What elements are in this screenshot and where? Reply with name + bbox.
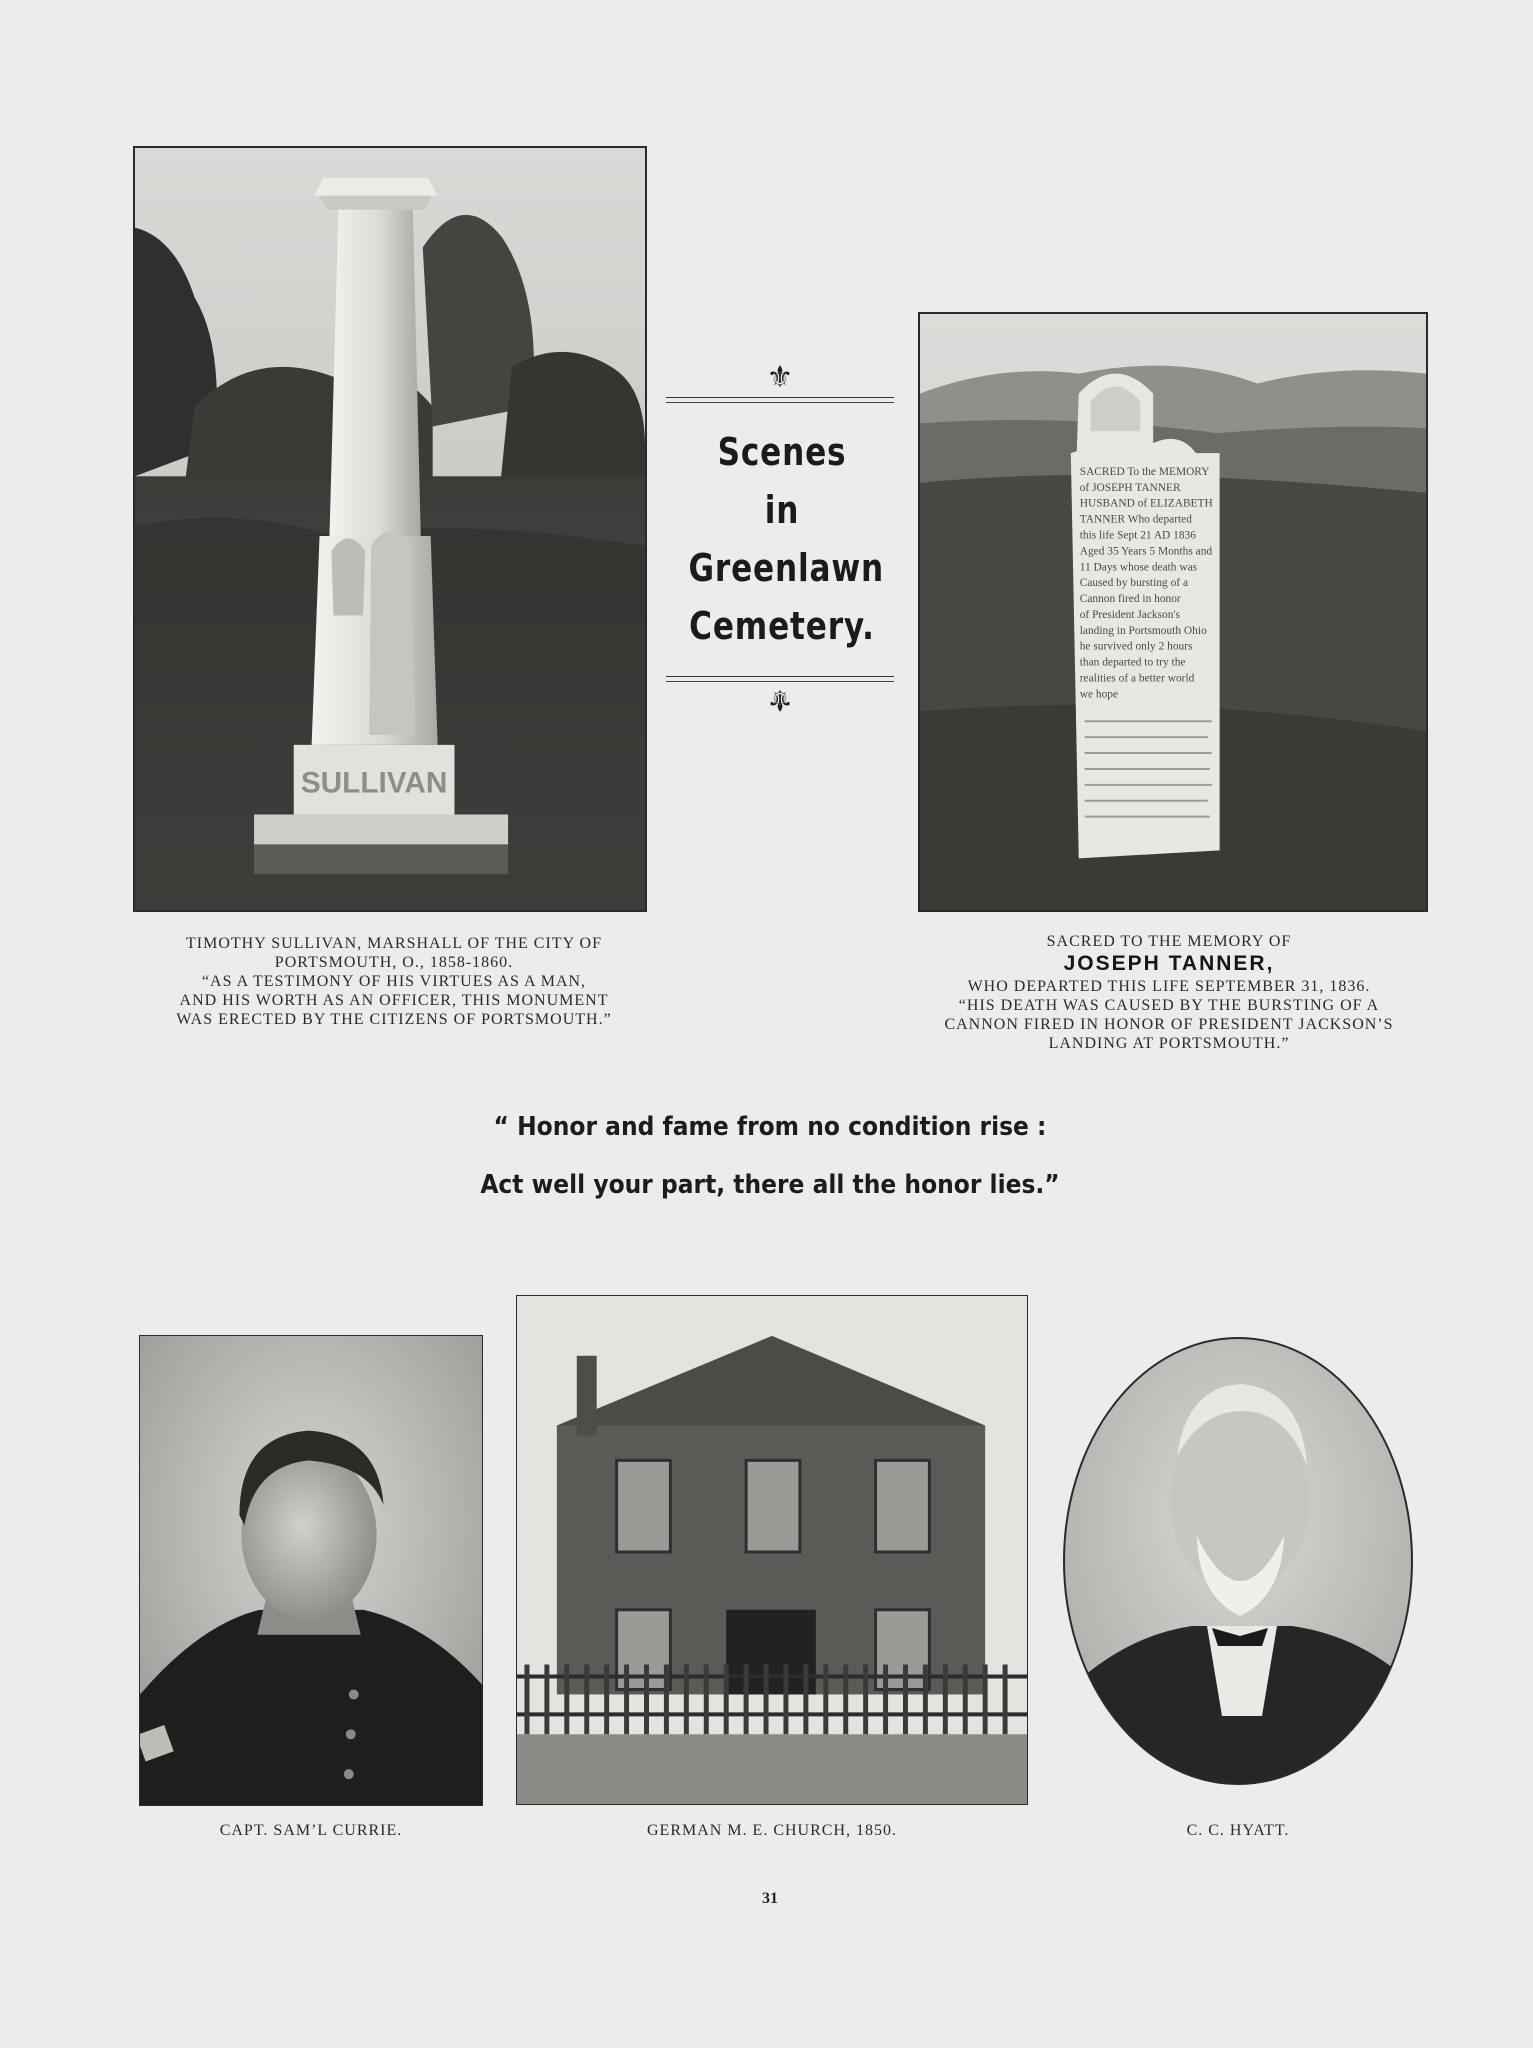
- stone-line: of JOSEPH TANNER: [1079, 481, 1181, 494]
- stone-line: 11 Days whose death was: [1079, 561, 1198, 574]
- title-line-3: Greenlawn: [688, 546, 884, 590]
- tanner-headstone-photo: [918, 312, 1428, 912]
- caption-line: CANNON FIRED IN HONOR OF PRESIDENT JACKSON’S: [944, 1016, 1394, 1033]
- stone-line: of President Jackson's: [1079, 608, 1180, 621]
- fleur-bottom-icon: ⚜: [766, 683, 794, 716]
- caption-line: LANDING AT PORTSMOUTH.”: [1048, 1035, 1290, 1052]
- title-line-2: in: [764, 488, 800, 532]
- stone-line: HUSBAND of ELIZABETH: [1079, 497, 1213, 510]
- title-rule-top-thin: [666, 402, 894, 403]
- church-caption: GERMAN M. E. CHURCH, 1850.: [646, 1822, 897, 1839]
- stone-line: Cannon fired in honor: [1079, 593, 1181, 606]
- stone-line: Aged 35 Years 5 Months and: [1079, 545, 1213, 558]
- title-rule-bottom: [666, 676, 894, 677]
- sullivan-caption: [138, 934, 650, 1029]
- title-rule-top: [666, 397, 894, 398]
- stone-line: TANNER Who departed: [1079, 513, 1192, 526]
- quote-line-1: “ Honor and fame from no condition rise :: [493, 1112, 1047, 1142]
- fleur-top-icon: ⚜: [766, 361, 794, 394]
- hyatt-caption: C. C. HYATT.: [1186, 1822, 1290, 1839]
- caption-line: PORTSMOUTH, O., 1858-1860.: [274, 954, 514, 971]
- caption-line: WAS ERECTED BY THE CITIZENS OF PORTSMOUTH.”: [176, 1011, 612, 1028]
- caption-line: “HIS DEATH WAS CAUSED BY THE BURSTING OF A: [958, 997, 1380, 1014]
- currie-portrait-photo: [139, 1335, 483, 1806]
- stone-line: landing in Portsmouth Ohio: [1079, 624, 1207, 637]
- caption-line: SACRED TO THE MEMORY OF: [1046, 933, 1292, 950]
- page-number: 31: [762, 1890, 778, 1907]
- church-photo: [516, 1295, 1028, 1805]
- stone-line: realities of a better world: [1079, 672, 1195, 685]
- stone-line: Caused by bursting of a: [1079, 577, 1189, 590]
- stone-line: this life Sept 21 AD 1836: [1079, 529, 1196, 542]
- title-line-1: Scenes: [717, 430, 847, 474]
- caption-line: TIMOTHY SULLIVAN, MARSHALL OF THE CITY OF: [186, 935, 602, 952]
- caption-line: “AS A TESTIMONY OF HIS VIRTUES AS A MAN,: [201, 973, 587, 990]
- tanner-caption: [910, 932, 1428, 1053]
- sullivan-monument-photo: [133, 146, 647, 912]
- currie-caption: CAPT. SAM’L CURRIE.: [219, 1822, 403, 1839]
- tanner-name: JOSEPH TANNER,: [1063, 952, 1275, 975]
- stone-line: than departed to try the: [1079, 656, 1186, 669]
- title-line-4: Cemetery.: [689, 604, 875, 648]
- caption-line: AND HIS WORTH AS AN OFFICER, THIS MONUMENT: [179, 992, 609, 1009]
- hyatt-portrait-photo: [1062, 1336, 1414, 1786]
- stone-line: we hope: [1079, 688, 1119, 701]
- stone-line: SACRED To the MEMORY: [1079, 465, 1210, 478]
- stone-line: he survived only 2 hours: [1079, 640, 1193, 653]
- caption-line: WHO DEPARTED THIS LIFE SEPTEMBER 31, 1836.: [967, 978, 1371, 995]
- monument-inscription: SULLIVAN: [300, 766, 448, 800]
- quote-line-2: Act well your part, there all the honor lies.”: [480, 1170, 1060, 1200]
